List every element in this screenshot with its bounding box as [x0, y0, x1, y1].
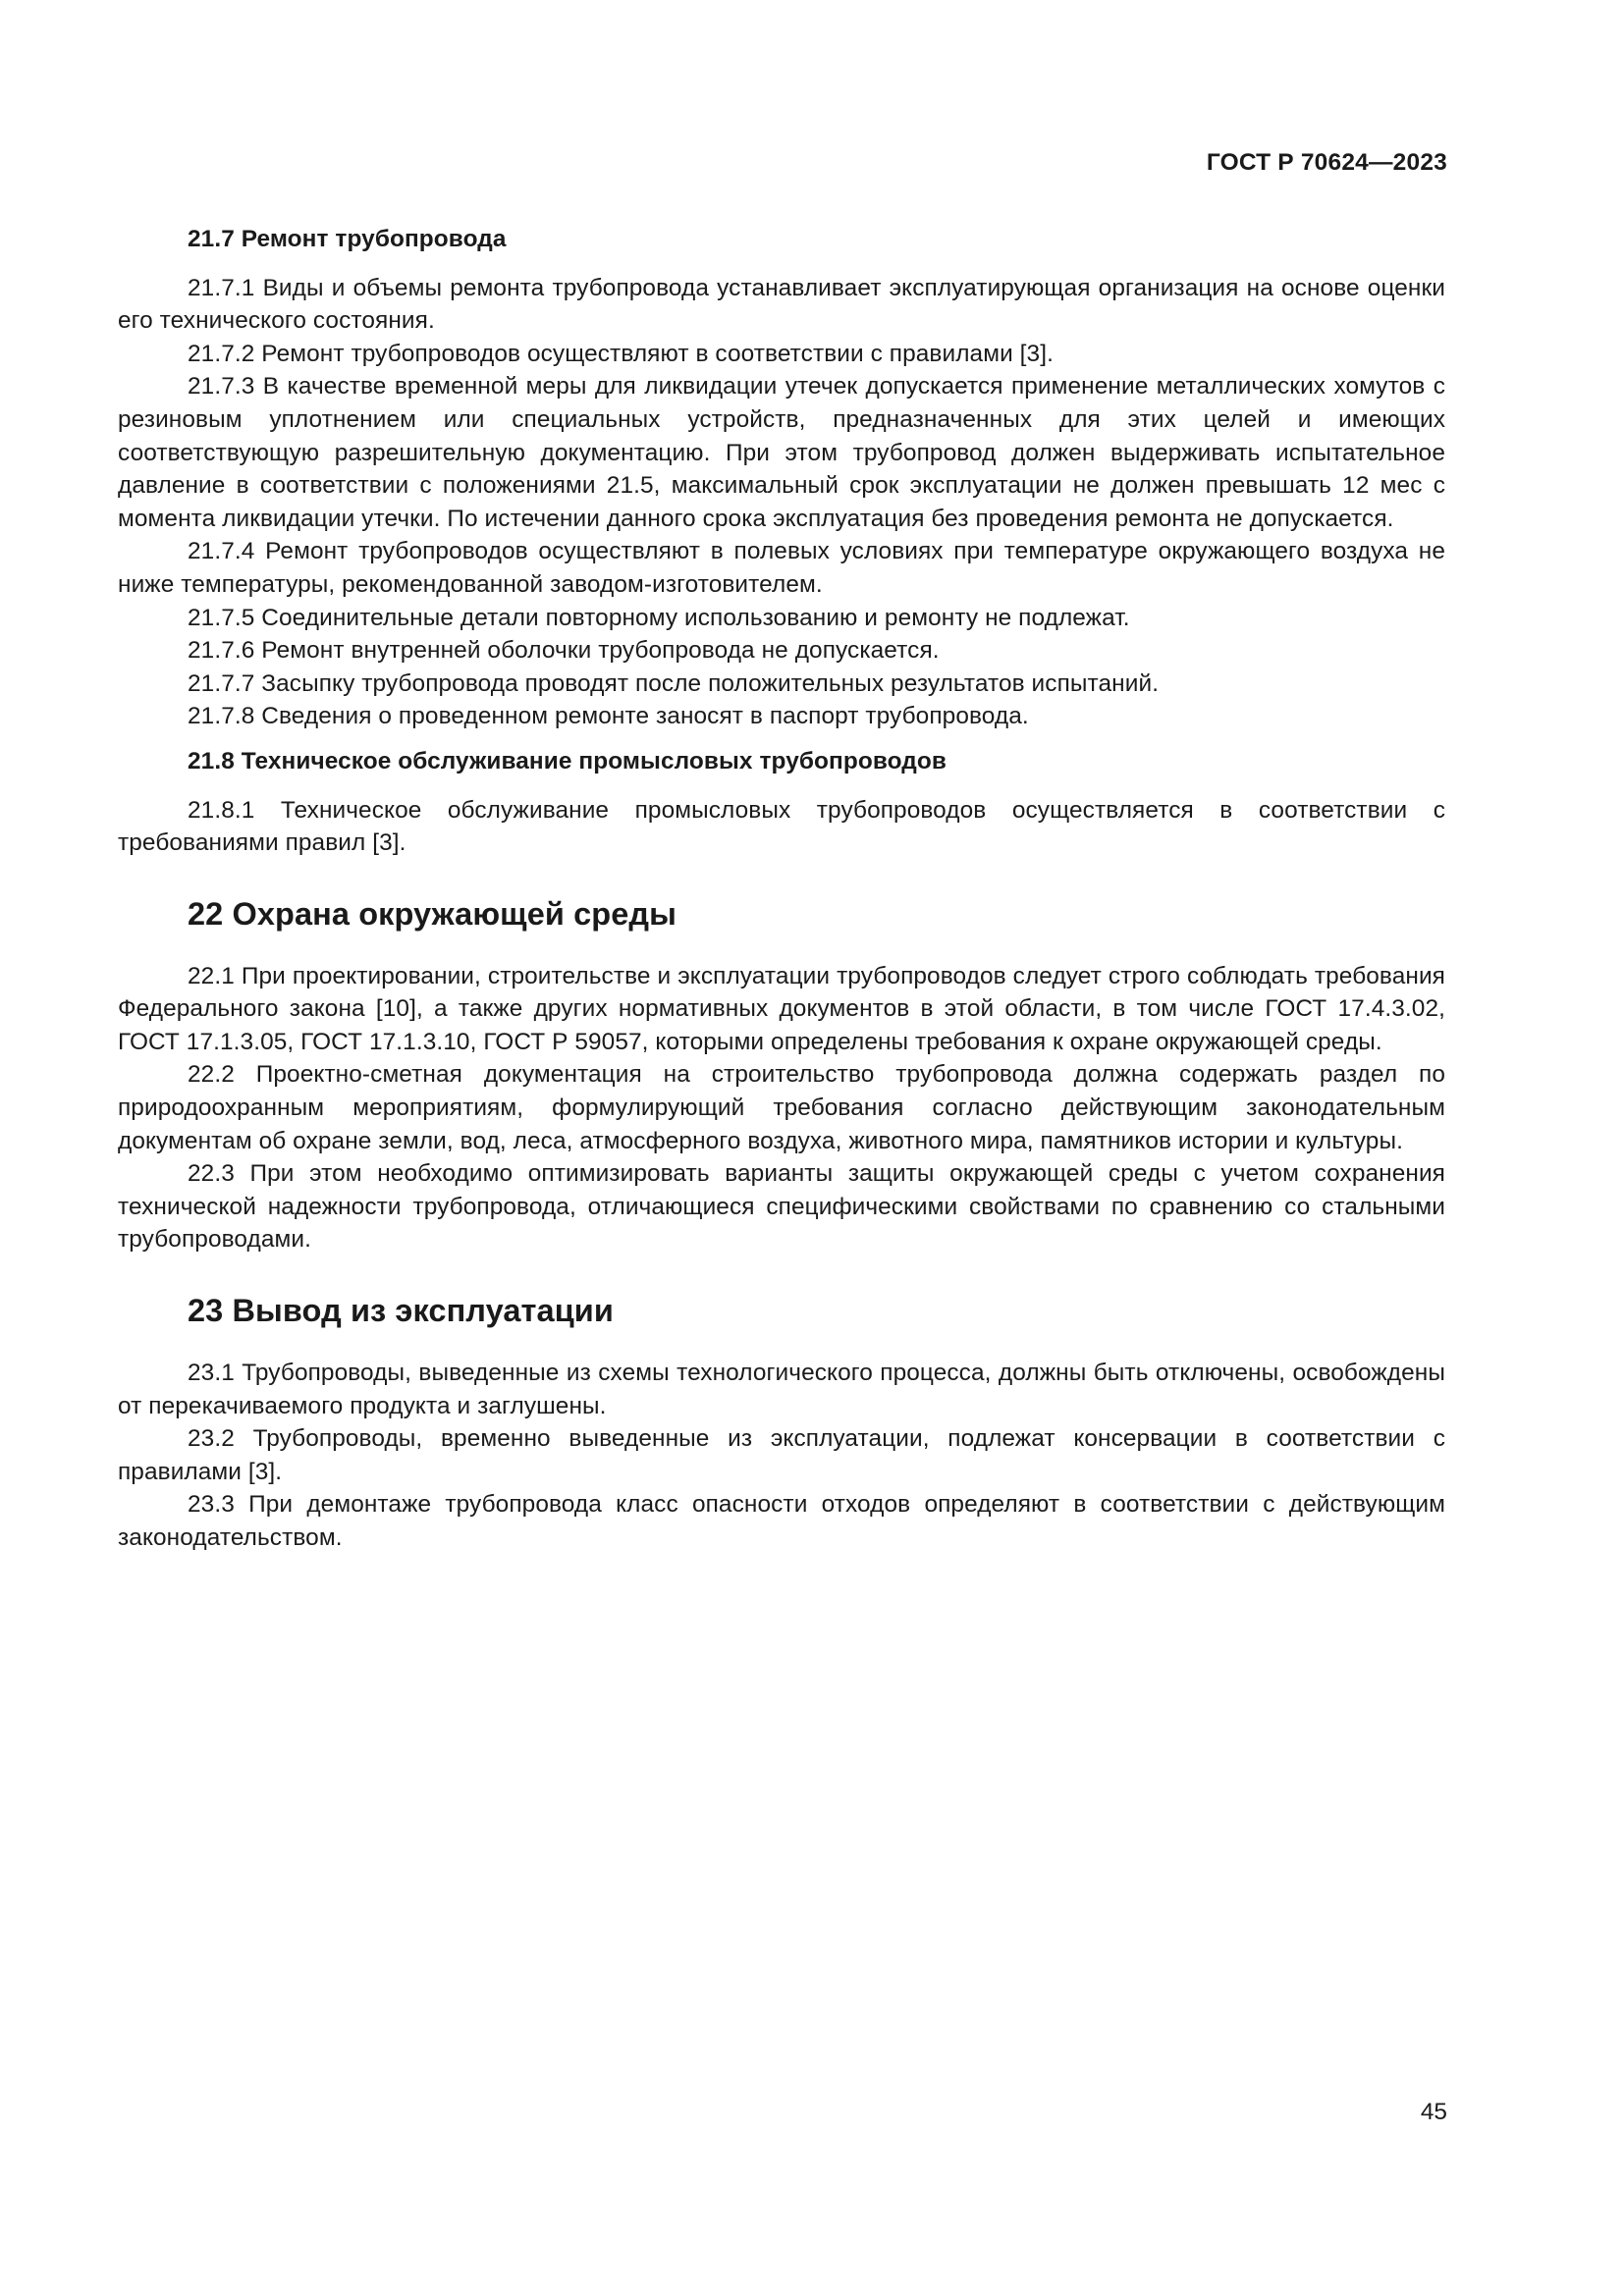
- section-heading-22: 22 Охрана окружающей среды: [188, 895, 677, 932]
- section-heading-21-7: 21.7 Ремонт трубопровода: [188, 226, 507, 252]
- paragraph-21-7-7: 21.7.7 Засыпку трубопровода проводят после положительных результатов испытаний.: [188, 669, 1160, 697]
- paragraph-21-7-2: 21.7.2 Ремонт трубопроводов осуществляют в соответствии с правилами [3].: [188, 340, 1054, 367]
- paragraph-22-1: 22.1 При проектировании, строительстве и эксплуатации трубопроводов следует строго соблюдать требования Федерального закона [10], а также других нормативных документов в этой области, в том числе ГОСТ 17.4.3.02, ГОСТ 17.1.3.05, ГОСТ 17.1.3.10, ГОСТ Р 59057, которыми определены требования к охране окружающей среды.: [118, 962, 1445, 1055]
- paragraph-21-8-1: 21.8.1 Техническое обслуживание промысловых трубопроводов осуществляется в соответствии с требованиями правил [3].: [118, 796, 1445, 857]
- document-body: [118, 223, 1445, 1555]
- section-heading-21-8: 21.8 Техническое обслуживание промысловых трубопроводов: [188, 747, 947, 774]
- paragraph-21-7-4: 21.7.4 Ремонт трубопроводов осуществляют в полевых условиях при температуре окружающего воздуха не ниже температуры, рекомендованной заводом-изготовителем.: [118, 538, 1445, 598]
- paragraph-21-7-8: 21.7.8 Сведения о проведенном ремонте заносят в паспорт трубопровода.: [188, 703, 1029, 730]
- paragraph-23-1: 23.1 Трубопроводы, выведенные из схемы технологического процесса, должны быть отключены, освобождены от перекачиваемого продукта и заглушены.: [118, 1360, 1445, 1419]
- paragraph-23-2: 23.2 Трубопроводы, временно выведенные из эксплуатации, подлежат консервации в соответствии с правилами [3].: [118, 1425, 1445, 1485]
- paragraph-21-7-6: 21.7.6 Ремонт внутренней оболочки трубопровода не допускается.: [188, 637, 940, 665]
- document-header: ГОСТ Р 70624—2023: [1206, 149, 1447, 176]
- section-heading-23: 23 Вывод из эксплуатации: [188, 1293, 614, 1329]
- paragraph-21-7-3: 21.7.3 В качестве временной меры для ликвидации утечек допускается применение металлических хомутов с резиновым уплотнением или специальных устройств, предназначенных для этих целей и имеющих соответствующую разрешительную документацию. При этом трубопровод должен выдерживать испытательное давление в соответствии с положениями 21.5, максимальный срок эксплуатации не должен превышать 12 мес с момента ликвидации утечки. По истечении данного срока эксплуатация без проведения ремонта не допускается.: [118, 373, 1445, 532]
- paragraph-23-3: 23.3 При демонтаже трубопровода класс опасности отходов определяют в соответствии с действующим законодательством.: [118, 1491, 1445, 1551]
- paragraph-21-7-1: 21.7.1 Виды и объемы ремонта трубопровода устанавливает эксплуатирующая организация на основе оценки его технического состояния.: [118, 274, 1445, 335]
- page-number: 45: [1420, 2099, 1447, 2125]
- paragraph-21-7-5: 21.7.5 Соединительные детали повторному использованию и ремонту не подлежат.: [188, 604, 1130, 631]
- paragraph-22-3: 22.3 При этом необходимо оптимизировать варианты защиты окружающей среды с учетом сохранения технической надежности трубопровода, отличающиеся специфическими свойствами по сравнению со стальными трубопроводами.: [118, 1160, 1445, 1254]
- paragraph-22-2: 22.2 Проектно-сметная документация на строительство трубопровода должна содержать раздел по природоохранным мероприятиям, формулирующий требования согласно действующим законодательным документам об охране земли, вод, леса, атмосферного воздуха, животного мира, памятников истории и культуры.: [118, 1061, 1445, 1154]
